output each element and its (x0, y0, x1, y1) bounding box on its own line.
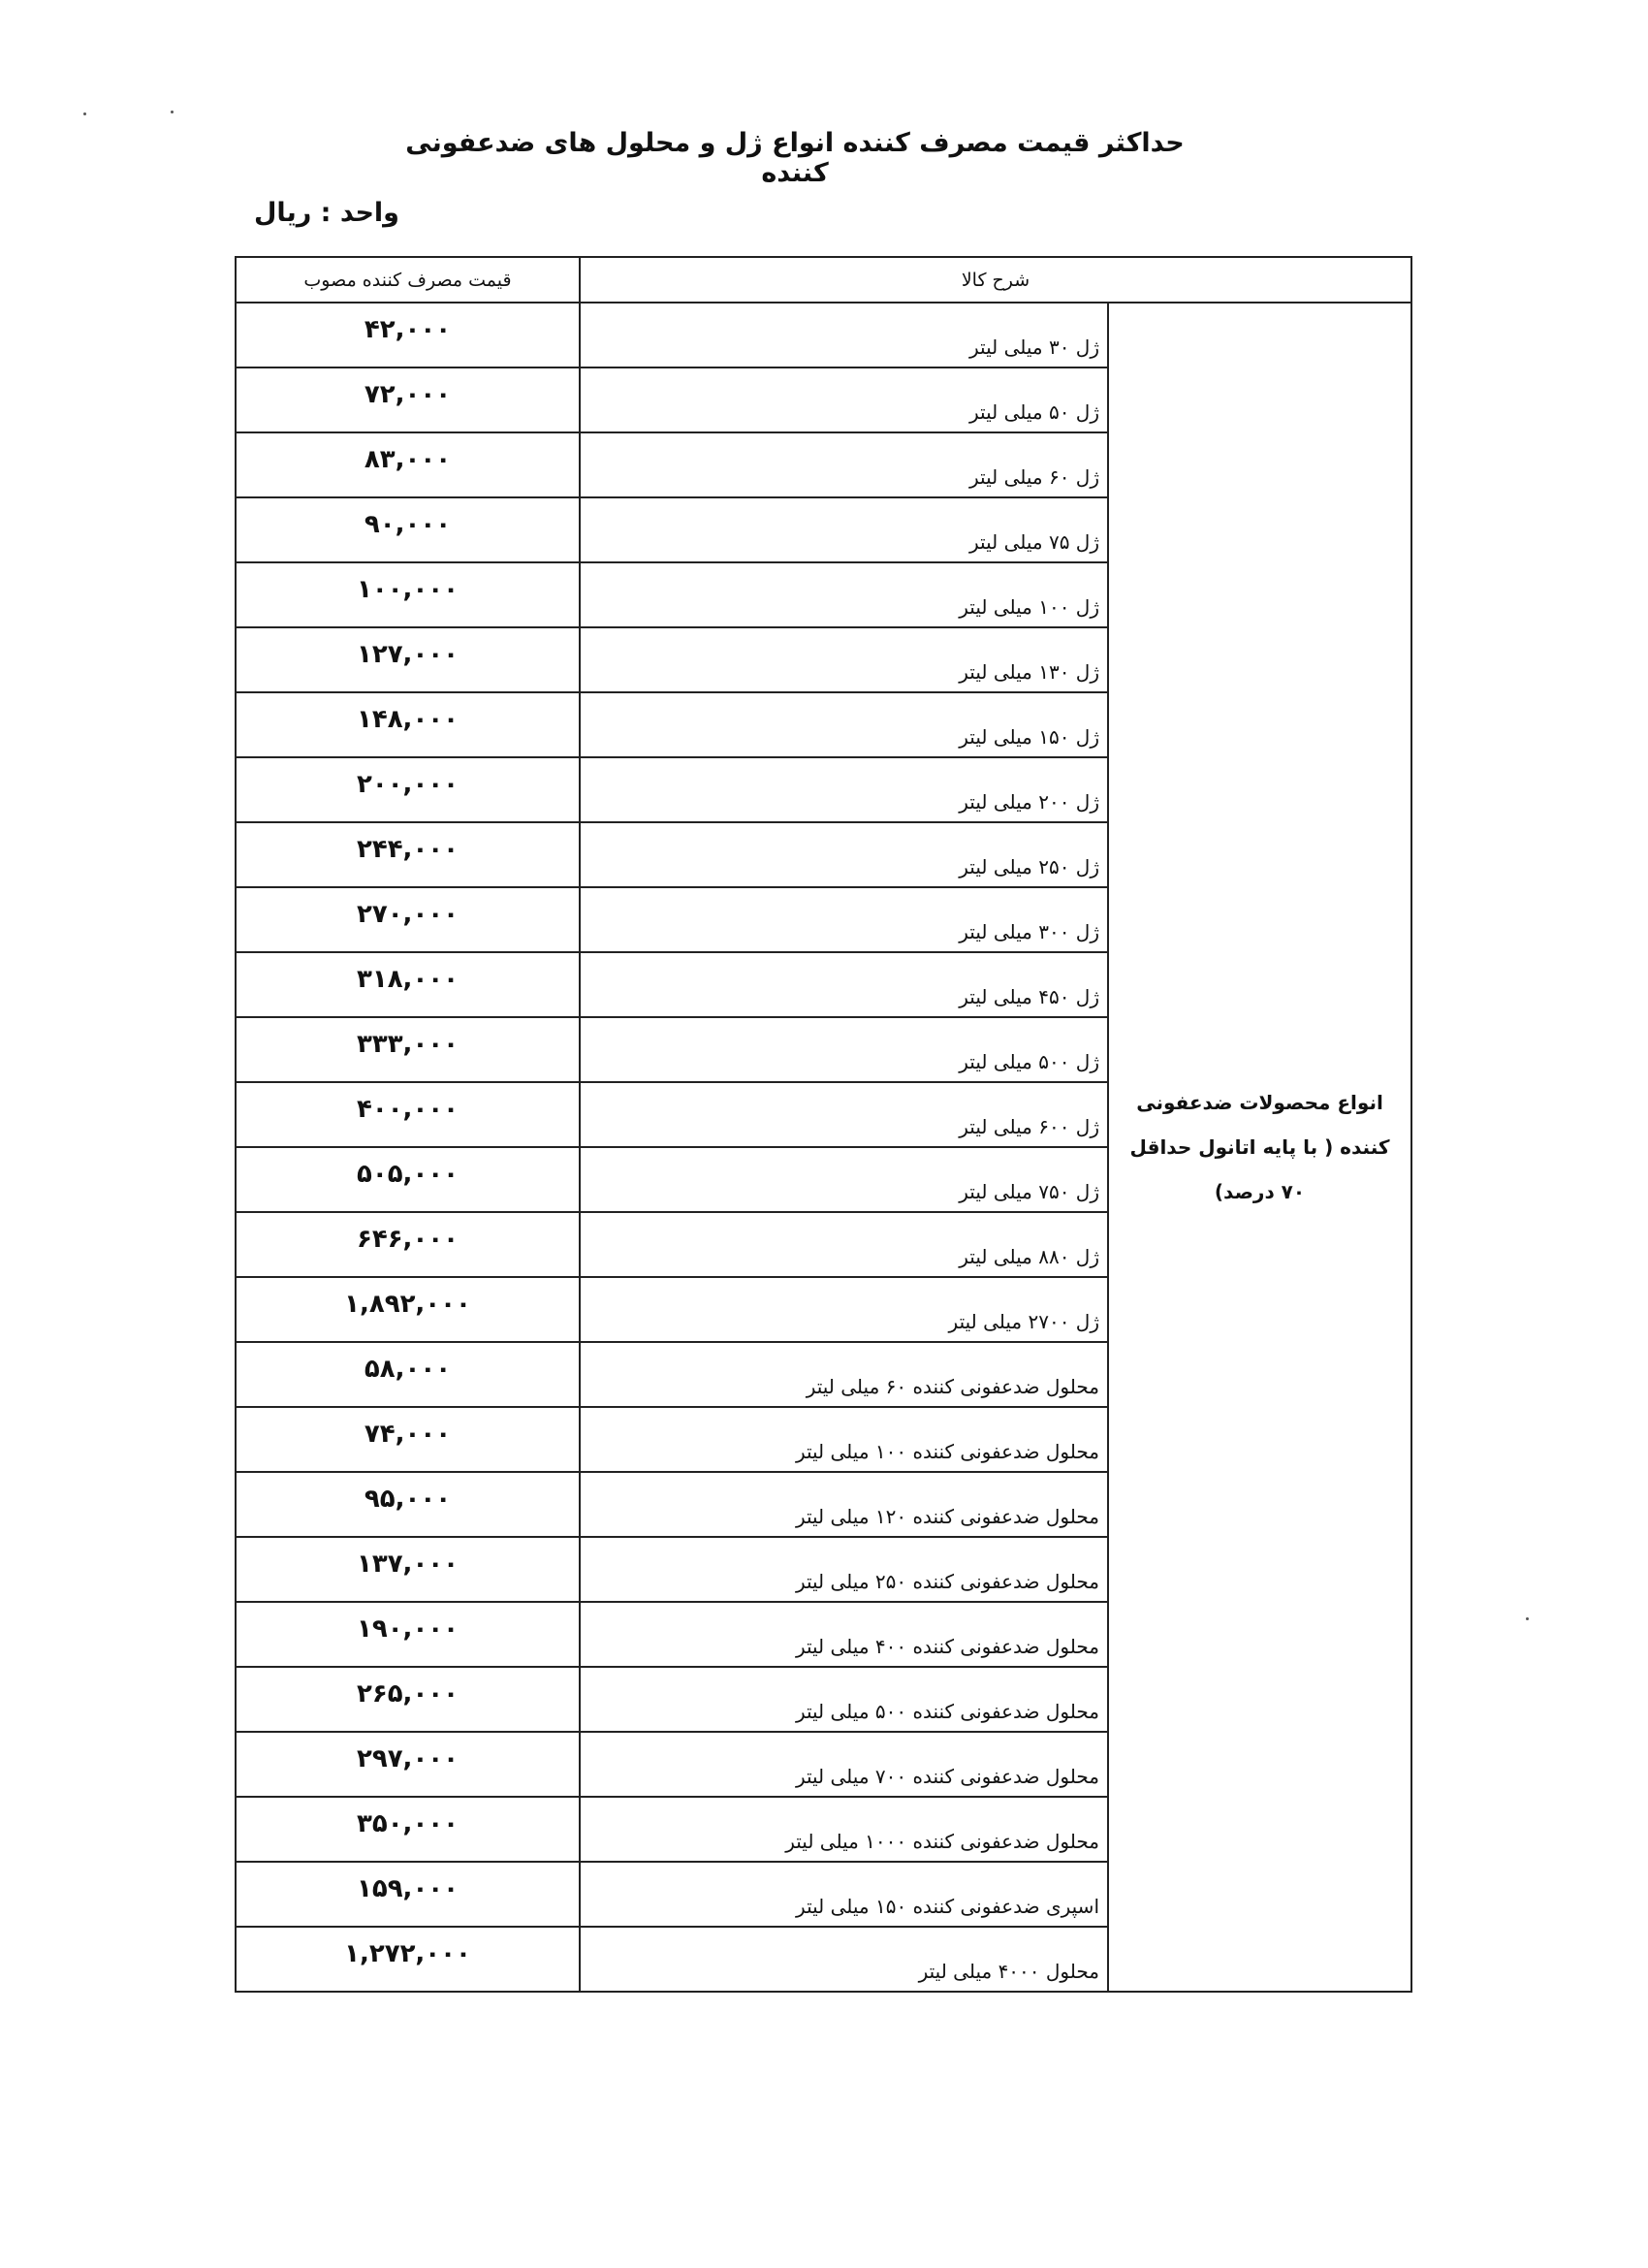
price-cell: ۲۰۰,۰۰۰ (236, 757, 580, 822)
price-cell: ۳۵۰,۰۰۰ (236, 1797, 580, 1862)
price-cell: ۱۵۹,۰۰۰ (236, 1862, 580, 1927)
price-cell: ۱۳۷,۰۰۰ (236, 1537, 580, 1602)
price-cell: ۴۰۰,۰۰۰ (236, 1082, 580, 1147)
price-cell: ۷۴,۰۰۰ (236, 1407, 580, 1472)
price-cell: ۶۴۶,۰۰۰ (236, 1212, 580, 1277)
price-cell: ۸۳,۰۰۰ (236, 432, 580, 497)
category-cell: انواع محصولات ضدعفونی کننده ( با پایه اتانول حداقل ۷۰ درصد) (1108, 303, 1411, 1992)
header-price: قیمت مصرف کننده مصوب (236, 257, 580, 303)
price-cell: ۷۲,۰۰۰ (236, 367, 580, 432)
price-cell: ۲۷۰,۰۰۰ (236, 887, 580, 952)
price-cell: ۱۰۰,۰۰۰ (236, 562, 580, 627)
price-cell: ۱۴۸,۰۰۰ (236, 692, 580, 757)
price-cell: ۲۶۵,۰۰۰ (236, 1667, 580, 1732)
description-cell: ژل ۳۰ میلی لیتر (580, 303, 1108, 367)
price-cell: ۴۲,۰۰۰ (236, 303, 580, 367)
description-cell: ژل ۶۰ میلی لیتر (580, 432, 1108, 497)
price-cell: ۱۲۷,۰۰۰ (236, 627, 580, 692)
description-cell: محلول ضدعفونی کننده ۵۰۰ میلی لیتر (580, 1667, 1108, 1732)
table-header-row (236, 257, 1411, 303)
description-cell: ژل ۴۵۰ میلی لیتر (580, 952, 1108, 1017)
price-cell: ۲۹۷,۰۰۰ (236, 1732, 580, 1797)
price-cell: ۵۰۵,۰۰۰ (236, 1147, 580, 1212)
description-cell: ژل ۲۰۰ میلی لیتر (580, 757, 1108, 822)
price-cell: ۳۳۳,۰۰۰ (236, 1017, 580, 1082)
description-cell: محلول ضدعفونی کننده ۱۰۰ میلی لیتر (580, 1407, 1108, 1472)
price-cell: ۹۵,۰۰۰ (236, 1472, 580, 1537)
price-cell: ۵۸,۰۰۰ (236, 1342, 580, 1407)
description-cell: ژل ۸۸۰ میلی لیتر (580, 1212, 1108, 1277)
description-cell: محلول ضدعفونی کننده ۶۰ میلی لیتر (580, 1342, 1108, 1407)
table-row (236, 303, 1411, 367)
description-cell: ژل ۲۷۰۰ میلی لیتر (580, 1277, 1108, 1342)
description-cell: ژل ۱۰۰ میلی لیتر (580, 562, 1108, 627)
description-cell: ژل ۵۰ میلی لیتر (580, 367, 1108, 432)
header-description: شرح کالا (580, 257, 1411, 303)
description-cell: محلول ضدعفونی کننده ۱۰۰۰ میلی لیتر (580, 1797, 1108, 1862)
description-cell: محلول ضدعفونی کننده ۱۲۰ میلی لیتر (580, 1472, 1108, 1537)
description-cell: محلول ضدعفونی کننده ۴۰۰ میلی لیتر (580, 1602, 1108, 1667)
description-cell: ژل ۱۵۰ میلی لیتر (580, 692, 1108, 757)
description-cell: محلول ۴۰۰۰ میلی لیتر (580, 1927, 1108, 1992)
description-cell: اسپری ضدعفونی کننده ۱۵۰ میلی لیتر (580, 1862, 1108, 1927)
description-cell: ژل ۷۵۰ میلی لیتر (580, 1147, 1108, 1212)
price-cell: ۹۰,۰۰۰ (236, 497, 580, 562)
table-body (236, 303, 1411, 1992)
price-cell: ۱۹۰,۰۰۰ (236, 1602, 580, 1667)
description-cell: ژل ۷۵ میلی لیتر (580, 497, 1108, 562)
description-cell: ژل ۱۳۰ میلی لیتر (580, 627, 1108, 692)
description-cell: ژل ۲۵۰ میلی لیتر (580, 822, 1108, 887)
price-cell: ۲۴۴,۰۰۰ (236, 822, 580, 887)
description-cell: ژل ۵۰۰ میلی لیتر (580, 1017, 1108, 1082)
price-cell: ۳۱۸,۰۰۰ (236, 952, 580, 1017)
description-cell: ژل ۳۰۰ میلی لیتر (580, 887, 1108, 952)
description-cell: محلول ضدعفونی کننده ۲۵۰ میلی لیتر (580, 1537, 1108, 1602)
description-cell: ژل ۶۰۰ میلی لیتر (580, 1082, 1108, 1147)
price-table (235, 256, 1412, 1993)
price-cell: ۱,۸۹۲,۰۰۰ (236, 1277, 580, 1342)
price-cell: ۱,۲۷۲,۰۰۰ (236, 1927, 580, 1992)
description-cell: محلول ضدعفونی کننده ۷۰۰ میلی لیتر (580, 1732, 1108, 1797)
unit-label: واحد : ریال (254, 198, 399, 228)
page-title: حداکثر قیمت مصرف کننده انواع ژل و محلول های ضدعفونی کننده (405, 128, 1185, 188)
